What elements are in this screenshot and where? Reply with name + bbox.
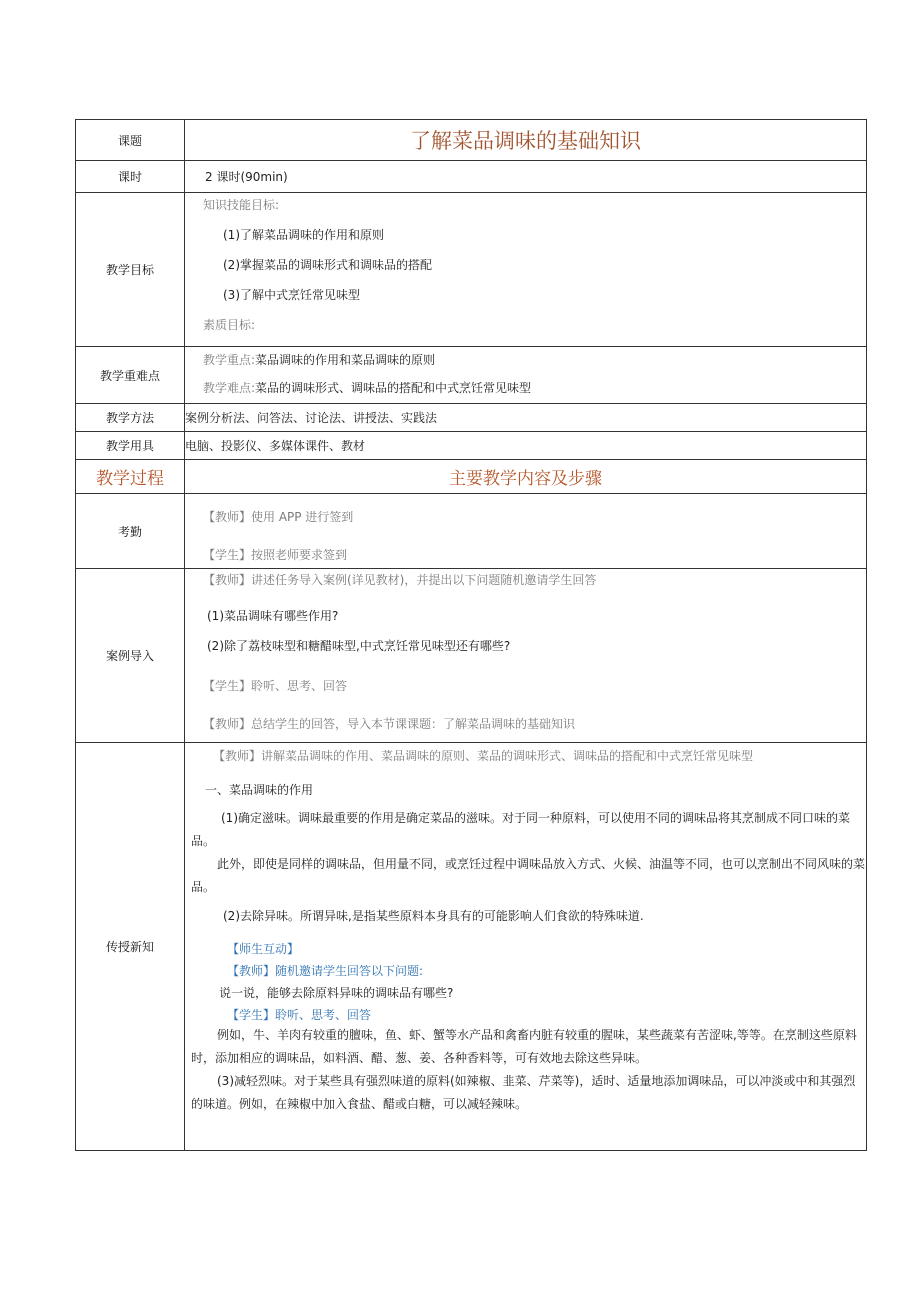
new-knowledge-label: 传授新知 bbox=[76, 743, 185, 1151]
interaction-heading: 【师生互动】 bbox=[227, 942, 300, 956]
attendance-content bbox=[185, 494, 867, 569]
goal-item: (2)掌握菜品的调味形式和调味品的搭配 bbox=[223, 258, 432, 272]
tools-value: 电脑、投影仪、多媒体课件、教材 bbox=[185, 432, 867, 460]
paragraph: 例如，牛、羊肉有较重的膻味，鱼、虾、蟹等水产品和禽畜内脏有较重的腥味，某些蔬菜有苦涩味,等等。在烹制这些原料时，添加相应的调味品，如料酒、醋、葱、姜、各种香料等，可有效地去除这些异味。 bbox=[191, 1028, 857, 1065]
hours-label: 课时 bbox=[76, 161, 185, 193]
goal-item: (1)了解菜品调味的作用和原则 bbox=[223, 228, 384, 242]
hard-point bbox=[185, 379, 866, 397]
method-value: 案例分析法、问答法、讨论法、讲授法、实践法 bbox=[185, 404, 867, 432]
case-content bbox=[185, 569, 867, 743]
interaction-teacher: 【教师】随机邀请学生回答以下问题: bbox=[227, 964, 424, 978]
hard-point-value: 菜品的调味形式、调味品的搭配和中式烹饪常见味型 bbox=[255, 381, 532, 395]
new-teacher-intro: 【教师】讲解菜品调味的作用、菜品调味的原则、菜品的调味形式、调味品的搭配和中式烹饪常见味型 bbox=[213, 749, 754, 763]
case-teacher-summary: 【教师】总结学生的回答，导入本节课课题：了解菜品调味的基础知识 bbox=[203, 717, 576, 731]
case-question: (1)菜品调味有哪些作用? bbox=[207, 609, 339, 623]
hard-point-heading: 教学难点: bbox=[203, 381, 256, 395]
tools-label: 教学用具 bbox=[76, 432, 185, 460]
case-question: (2)除了荔枝味型和糖醋味型,中式烹饪常见味型还有哪些? bbox=[207, 639, 511, 653]
case-teacher-intro: 【教师】讲述任务导入案例(详见教材)，并提出以下问题随机邀请学生回答 bbox=[203, 573, 597, 587]
lesson-plan-table bbox=[75, 119, 867, 1151]
key-point bbox=[185, 351, 866, 369]
method-label: 教学方法 bbox=[76, 404, 185, 432]
key-content bbox=[185, 347, 867, 404]
skill-goal-heading: 知识技能目标: bbox=[203, 198, 280, 212]
goal-item: (3)了解中式烹饪常见味型 bbox=[223, 288, 360, 302]
new-knowledge-content bbox=[185, 743, 867, 1151]
lesson-title: 了解菜品调味的基础知识 bbox=[185, 120, 867, 161]
hours-value: 2 课时(90min) bbox=[185, 161, 867, 193]
process-label: 教学过程 bbox=[76, 460, 185, 494]
goals-label: 教学目标 bbox=[76, 193, 185, 347]
case-label: 案例导入 bbox=[76, 569, 185, 743]
interaction-student: 【学生】聆听、思考、回答 bbox=[227, 1008, 372, 1022]
attendance-label: 考勤 bbox=[76, 494, 185, 569]
key-label: 教学重难点 bbox=[76, 347, 185, 404]
paragraph: (1)确定滋味。调味最重要的作用是确定菜品的滋味。对于同一种原料，可以使用不同的调味品将其烹制成不同口味的菜品。 bbox=[191, 811, 851, 848]
paragraph: (3)减轻烈味。对于某些具有强烈味道的原料(如辣椒、韭菜、芹菜等)，适时、适量地添加调味品，可以冲淡或中和其强烈的味道。例如，在辣椒中加入食盐、醋或白糖，可以减轻辣味。 bbox=[191, 1074, 856, 1111]
key-point-value: 菜品调味的作用和菜品调味的原则 bbox=[255, 353, 436, 367]
process-heading: 主要教学内容及步骤 bbox=[185, 460, 867, 494]
quality-goal-heading: 素质目标: bbox=[203, 318, 256, 332]
attendance-student: 【学生】按照老师要求签到 bbox=[203, 548, 348, 562]
section-heading: 一、菜品调味的作用 bbox=[205, 783, 314, 797]
attendance-teacher: 【教师】使用 APP 进行签到 bbox=[203, 510, 354, 524]
topic-label: 课题 bbox=[76, 120, 185, 161]
case-student: 【学生】聆听、思考、回答 bbox=[203, 679, 348, 693]
paragraph: 此外，即使是同样的调味品，但用量不同，或烹饪过程中调味品放入方式、火候、油温等不同，也可以烹制出不同风味的菜品。 bbox=[191, 857, 866, 894]
interaction-question: 说一说，能够去除原料异味的调味品有哪些? bbox=[219, 986, 454, 1000]
goals-content bbox=[185, 193, 867, 347]
key-point-heading: 教学重点: bbox=[203, 353, 256, 367]
paragraph: (2)去除异味。所谓异味,是指某些原料本身具有的可能影响人们食欲的特殊味道. bbox=[223, 909, 644, 923]
